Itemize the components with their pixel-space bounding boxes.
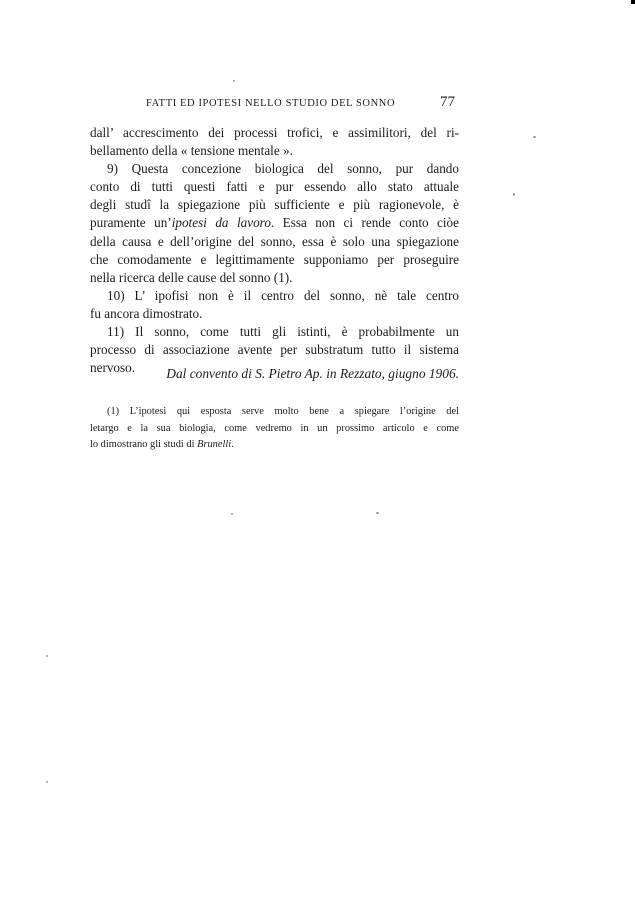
text-line: 11) Il sonno, come tutti gli istinti, è probabilmente un bbox=[107, 324, 459, 340]
text-line: nella ricerca delle cause del sonno (1). bbox=[90, 269, 293, 285]
scan-edge-mark bbox=[631, 0, 635, 4]
text-line: processo di associazione avente per substratum tutto il sistema bbox=[90, 342, 459, 358]
paper-speck bbox=[231, 513, 233, 515]
text-line: dall’ accrescimento dei processi trofici, e assimilitori, del ri- bbox=[90, 125, 459, 140]
footnote-line: (1) L’ipotesi qui esposta serve molto bene a spiegare l’origine del bbox=[107, 406, 459, 417]
signature-line: Dal convento di S. Pietro Ap. in Rezzato, giugno 1906. bbox=[166, 366, 459, 381]
italic-term: ipotesi da lavoro bbox=[171, 215, 271, 231]
footnote-line: letargo e la sua biologia, come vedremo in un prossimo articolo e come bbox=[90, 422, 459, 434]
paper-speck bbox=[233, 80, 235, 82]
text-line: puramente un’ipotesi da lavoro. Essa non ci rende conto ciòe bbox=[90, 215, 459, 231]
text-line: 10) L’ ipofisi non è il centro del sonno, nè tale centro bbox=[107, 287, 459, 303]
text-line: nervoso. bbox=[90, 360, 136, 376]
text-line: bellamento della « tensione mentale ». bbox=[90, 143, 293, 159]
text-line: fu ancora dimostrato. bbox=[90, 305, 203, 321]
text-line: della causa e dell’origine del sonno, essa è solo una spiegazione bbox=[90, 233, 459, 249]
text-line: conto di tutti questi fatti e pur essendo allo stato attuale bbox=[90, 179, 459, 195]
text-line: che comodamente e legittimamente supponiamo per proseguire bbox=[90, 251, 459, 267]
footnote bbox=[90, 404, 459, 454]
footnote-line: lo dimostrano gli studi di Brunelli. bbox=[90, 439, 234, 451]
paper-speck bbox=[46, 655, 48, 657]
paper-speck bbox=[46, 781, 48, 783]
body-text bbox=[90, 124, 459, 377]
italic-author: Brunelli bbox=[197, 439, 232, 451]
paper-speck bbox=[513, 193, 515, 196]
text-line: degli studî la spiegazione più sufficiente e più ragionevole, è bbox=[90, 197, 459, 213]
page-number: 77 bbox=[440, 94, 455, 110]
running-head: FATTI ED IPOTESI NELLO STUDIO DEL SONNO bbox=[146, 98, 396, 109]
paper-speck bbox=[376, 512, 379, 514]
text-line: 9) Questa concezione biologica del sonno, pur dando bbox=[107, 161, 459, 177]
paper-speck bbox=[533, 136, 536, 138]
